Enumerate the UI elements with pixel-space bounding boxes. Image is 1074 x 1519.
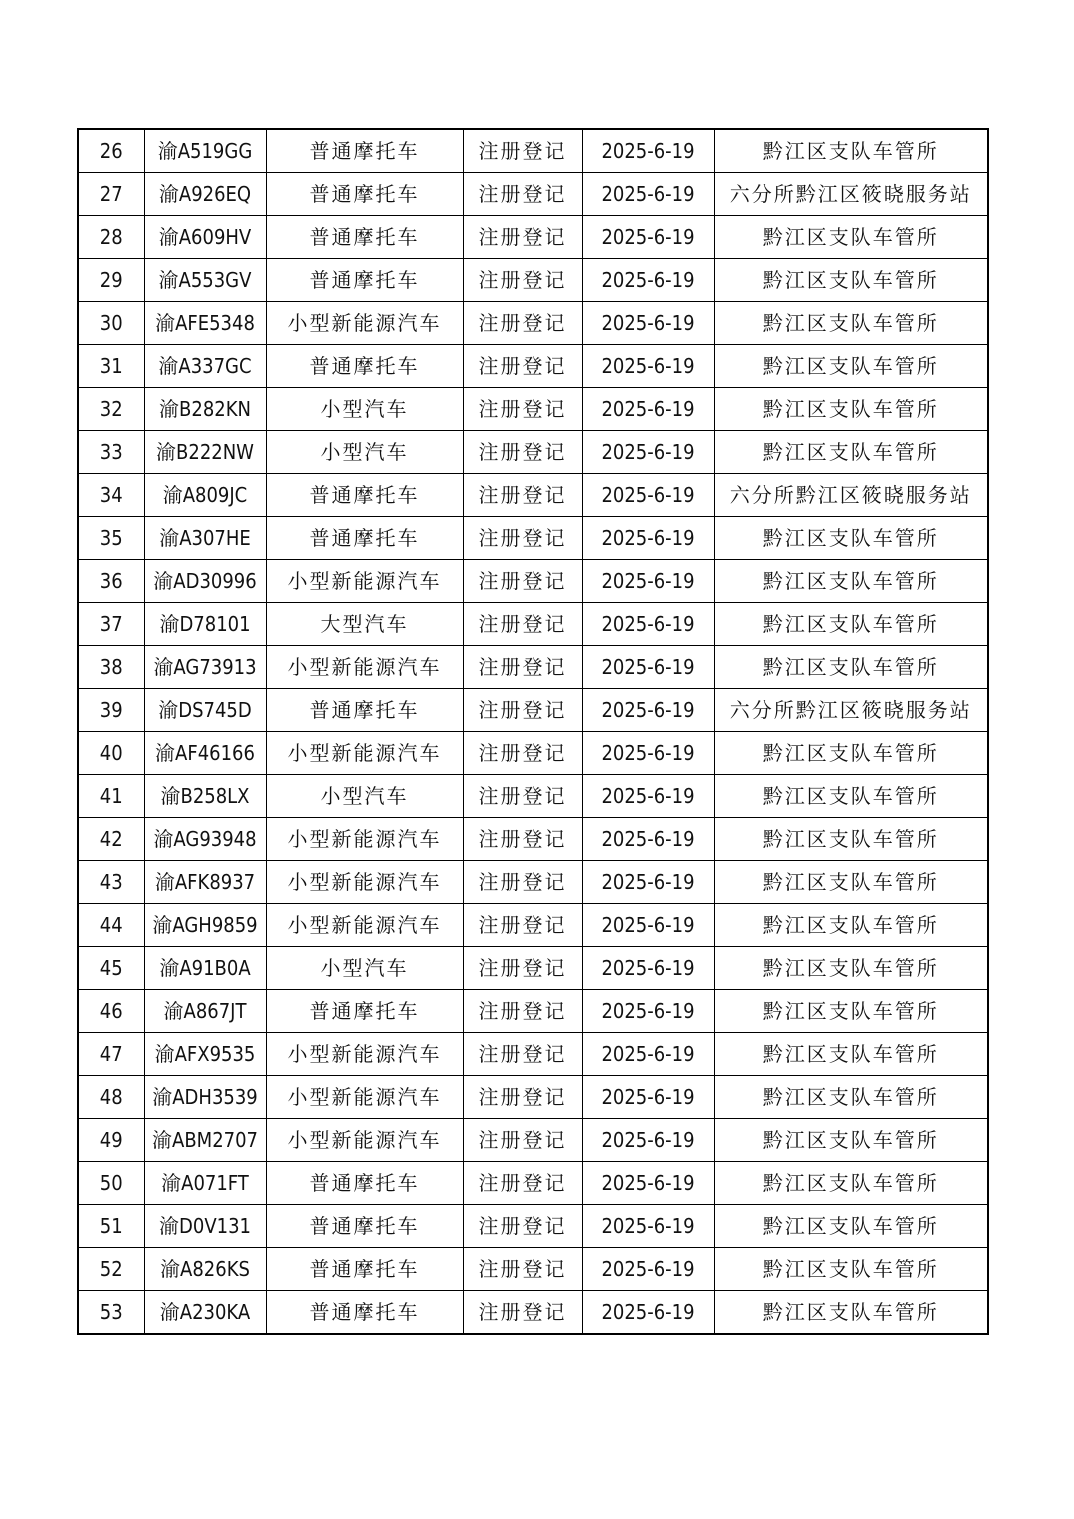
office-cell: 黔江区支队车管所 bbox=[714, 1033, 988, 1076]
plate-number-cell: 渝A307HE bbox=[144, 517, 266, 560]
plate-number-cell: 渝A609HV bbox=[144, 216, 266, 259]
row-number-cell: 41 bbox=[78, 775, 144, 818]
table-row bbox=[78, 689, 988, 732]
vehicle-type-cell: 普通摩托车 bbox=[266, 173, 463, 216]
date-cell: 2025-6-19 bbox=[582, 173, 714, 216]
vehicle-type-cell: 小型新能源汽车 bbox=[266, 732, 463, 775]
business-type-cell: 注册登记 bbox=[463, 603, 582, 646]
row-number-cell: 47 bbox=[78, 1033, 144, 1076]
date-cell: 2025-6-19 bbox=[582, 345, 714, 388]
office-cell: 黔江区支队车管所 bbox=[714, 129, 988, 173]
date-cell: 2025-6-19 bbox=[582, 1162, 714, 1205]
plate-number-cell: 渝D78101 bbox=[144, 603, 266, 646]
office-cell: 黔江区支队车管所 bbox=[714, 775, 988, 818]
row-number-cell: 26 bbox=[78, 129, 144, 173]
table-row bbox=[78, 302, 988, 345]
row-number-cell: 34 bbox=[78, 474, 144, 517]
row-number-cell: 43 bbox=[78, 861, 144, 904]
table-row bbox=[78, 732, 988, 775]
business-type-cell: 注册登记 bbox=[463, 1033, 582, 1076]
plate-number-cell: 渝D0V131 bbox=[144, 1205, 266, 1248]
vehicle-type-cell: 普通摩托车 bbox=[266, 990, 463, 1033]
table-row bbox=[78, 345, 988, 388]
vehicle-type-cell: 小型新能源汽车 bbox=[266, 646, 463, 689]
business-type-cell: 注册登记 bbox=[463, 1291, 582, 1335]
business-type-cell: 注册登记 bbox=[463, 861, 582, 904]
row-number-cell: 28 bbox=[78, 216, 144, 259]
vehicle-type-cell: 普通摩托车 bbox=[266, 689, 463, 732]
vehicle-type-cell: 普通摩托车 bbox=[266, 1162, 463, 1205]
table-row bbox=[78, 129, 988, 173]
row-number-cell: 35 bbox=[78, 517, 144, 560]
row-number-cell: 50 bbox=[78, 1162, 144, 1205]
plate-number-cell: 渝AD30996 bbox=[144, 560, 266, 603]
business-type-cell: 注册登记 bbox=[463, 1076, 582, 1119]
office-cell: 黔江区支队车管所 bbox=[714, 388, 988, 431]
vehicle-type-cell: 小型新能源汽车 bbox=[266, 818, 463, 861]
vehicle-type-cell: 小型新能源汽车 bbox=[266, 560, 463, 603]
business-type-cell: 注册登记 bbox=[463, 517, 582, 560]
table-row bbox=[78, 173, 988, 216]
table-row bbox=[78, 818, 988, 861]
business-type-cell: 注册登记 bbox=[463, 216, 582, 259]
table-row bbox=[78, 990, 988, 1033]
date-cell: 2025-6-19 bbox=[582, 1205, 714, 1248]
date-cell: 2025-6-19 bbox=[582, 861, 714, 904]
plate-number-cell: 渝AGH9859 bbox=[144, 904, 266, 947]
row-number-cell: 46 bbox=[78, 990, 144, 1033]
table-row bbox=[78, 1248, 988, 1291]
row-number-cell: 39 bbox=[78, 689, 144, 732]
date-cell: 2025-6-19 bbox=[582, 603, 714, 646]
office-cell: 黔江区支队车管所 bbox=[714, 646, 988, 689]
business-type-cell: 注册登记 bbox=[463, 388, 582, 431]
date-cell: 2025-6-19 bbox=[582, 1248, 714, 1291]
office-cell: 黔江区支队车管所 bbox=[714, 603, 988, 646]
row-number-cell: 44 bbox=[78, 904, 144, 947]
row-number-cell: 48 bbox=[78, 1076, 144, 1119]
table-row bbox=[78, 431, 988, 474]
plate-number-cell: 渝A826KS bbox=[144, 1248, 266, 1291]
office-cell: 黔江区支队车管所 bbox=[714, 345, 988, 388]
business-type-cell: 注册登记 bbox=[463, 689, 582, 732]
table-row bbox=[78, 1291, 988, 1335]
row-number-cell: 31 bbox=[78, 345, 144, 388]
date-cell: 2025-6-19 bbox=[582, 1033, 714, 1076]
plate-number-cell: 渝B222NW bbox=[144, 431, 266, 474]
date-cell: 2025-6-19 bbox=[582, 259, 714, 302]
table-row bbox=[78, 474, 988, 517]
table-row bbox=[78, 517, 988, 560]
table-row bbox=[78, 775, 988, 818]
row-number-cell: 53 bbox=[78, 1291, 144, 1335]
office-cell: 黔江区支队车管所 bbox=[714, 1162, 988, 1205]
plate-number-cell: 渝A230KA bbox=[144, 1291, 266, 1335]
row-number-cell: 33 bbox=[78, 431, 144, 474]
row-number-cell: 40 bbox=[78, 732, 144, 775]
business-type-cell: 注册登记 bbox=[463, 1205, 582, 1248]
business-type-cell: 注册登记 bbox=[463, 431, 582, 474]
office-cell: 黔江区支队车管所 bbox=[714, 517, 988, 560]
table-row bbox=[78, 904, 988, 947]
date-cell: 2025-6-19 bbox=[582, 646, 714, 689]
plate-number-cell: 渝A553GV bbox=[144, 259, 266, 302]
vehicle-type-cell: 普通摩托车 bbox=[266, 129, 463, 173]
office-cell: 黔江区支队车管所 bbox=[714, 1205, 988, 1248]
plate-number-cell: 渝AF46166 bbox=[144, 732, 266, 775]
plate-number-cell: 渝AFK8937 bbox=[144, 861, 266, 904]
date-cell: 2025-6-19 bbox=[582, 1291, 714, 1335]
row-number-cell: 32 bbox=[78, 388, 144, 431]
vehicle-type-cell: 大型汽车 bbox=[266, 603, 463, 646]
row-number-cell: 36 bbox=[78, 560, 144, 603]
business-type-cell: 注册登记 bbox=[463, 1119, 582, 1162]
plate-number-cell: 渝ABM2707 bbox=[144, 1119, 266, 1162]
business-type-cell: 注册登记 bbox=[463, 818, 582, 861]
vehicle-registration-table bbox=[77, 128, 989, 1335]
date-cell: 2025-6-19 bbox=[582, 775, 714, 818]
office-cell: 六分所黔江区筱晓服务站 bbox=[714, 474, 988, 517]
office-cell: 黔江区支队车管所 bbox=[714, 431, 988, 474]
row-number-cell: 27 bbox=[78, 173, 144, 216]
office-cell: 六分所黔江区筱晓服务站 bbox=[714, 689, 988, 732]
table-body bbox=[78, 129, 988, 1334]
business-type-cell: 注册登记 bbox=[463, 259, 582, 302]
office-cell: 黔江区支队车管所 bbox=[714, 302, 988, 345]
vehicle-type-cell: 普通摩托车 bbox=[266, 517, 463, 560]
plate-number-cell: 渝AFE5348 bbox=[144, 302, 266, 345]
vehicle-type-cell: 小型新能源汽车 bbox=[266, 861, 463, 904]
office-cell: 黔江区支队车管所 bbox=[714, 990, 988, 1033]
date-cell: 2025-6-19 bbox=[582, 947, 714, 990]
business-type-cell: 注册登记 bbox=[463, 345, 582, 388]
vehicle-type-cell: 普通摩托车 bbox=[266, 1291, 463, 1335]
date-cell: 2025-6-19 bbox=[582, 517, 714, 560]
plate-number-cell: 渝AG73913 bbox=[144, 646, 266, 689]
date-cell: 2025-6-19 bbox=[582, 388, 714, 431]
business-type-cell: 注册登记 bbox=[463, 173, 582, 216]
office-cell: 六分所黔江区筱晓服务站 bbox=[714, 173, 988, 216]
business-type-cell: 注册登记 bbox=[463, 732, 582, 775]
date-cell: 2025-6-19 bbox=[582, 904, 714, 947]
table-row bbox=[78, 947, 988, 990]
row-number-cell: 37 bbox=[78, 603, 144, 646]
office-cell: 黔江区支队车管所 bbox=[714, 904, 988, 947]
vehicle-type-cell: 小型汽车 bbox=[266, 775, 463, 818]
date-cell: 2025-6-19 bbox=[582, 216, 714, 259]
business-type-cell: 注册登记 bbox=[463, 560, 582, 603]
vehicle-type-cell: 小型汽车 bbox=[266, 388, 463, 431]
office-cell: 黔江区支队车管所 bbox=[714, 259, 988, 302]
plate-number-cell: 渝B282KN bbox=[144, 388, 266, 431]
table-row bbox=[78, 1205, 988, 1248]
row-number-cell: 49 bbox=[78, 1119, 144, 1162]
vehicle-type-cell: 普通摩托车 bbox=[266, 259, 463, 302]
table-row bbox=[78, 1033, 988, 1076]
office-cell: 黔江区支队车管所 bbox=[714, 861, 988, 904]
table-row bbox=[78, 1162, 988, 1205]
vehicle-type-cell: 小型新能源汽车 bbox=[266, 1076, 463, 1119]
table-row bbox=[78, 216, 988, 259]
date-cell: 2025-6-19 bbox=[582, 689, 714, 732]
plate-number-cell: 渝AG93948 bbox=[144, 818, 266, 861]
business-type-cell: 注册登记 bbox=[463, 904, 582, 947]
plate-number-cell: 渝A91B0A bbox=[144, 947, 266, 990]
office-cell: 黔江区支队车管所 bbox=[714, 1076, 988, 1119]
row-number-cell: 51 bbox=[78, 1205, 144, 1248]
office-cell: 黔江区支队车管所 bbox=[714, 947, 988, 990]
plate-number-cell: 渝ADH3539 bbox=[144, 1076, 266, 1119]
table-row bbox=[78, 646, 988, 689]
office-cell: 黔江区支队车管所 bbox=[714, 818, 988, 861]
plate-number-cell: 渝A809JC bbox=[144, 474, 266, 517]
date-cell: 2025-6-19 bbox=[582, 129, 714, 173]
plate-number-cell: 渝A519GG bbox=[144, 129, 266, 173]
vehicle-type-cell: 普通摩托车 bbox=[266, 1205, 463, 1248]
business-type-cell: 注册登记 bbox=[463, 775, 582, 818]
plate-number-cell: 渝DS745D bbox=[144, 689, 266, 732]
table-row bbox=[78, 560, 988, 603]
date-cell: 2025-6-19 bbox=[582, 302, 714, 345]
row-number-cell: 45 bbox=[78, 947, 144, 990]
office-cell: 黔江区支队车管所 bbox=[714, 1291, 988, 1335]
table-row bbox=[78, 1119, 988, 1162]
date-cell: 2025-6-19 bbox=[582, 990, 714, 1033]
office-cell: 黔江区支队车管所 bbox=[714, 216, 988, 259]
row-number-cell: 38 bbox=[78, 646, 144, 689]
plate-number-cell: 渝A926EQ bbox=[144, 173, 266, 216]
date-cell: 2025-6-19 bbox=[582, 818, 714, 861]
vehicle-type-cell: 普通摩托车 bbox=[266, 474, 463, 517]
vehicle-type-cell: 普通摩托车 bbox=[266, 345, 463, 388]
date-cell: 2025-6-19 bbox=[582, 560, 714, 603]
business-type-cell: 注册登记 bbox=[463, 947, 582, 990]
date-cell: 2025-6-19 bbox=[582, 1076, 714, 1119]
business-type-cell: 注册登记 bbox=[463, 1162, 582, 1205]
row-number-cell: 29 bbox=[78, 259, 144, 302]
row-number-cell: 30 bbox=[78, 302, 144, 345]
business-type-cell: 注册登记 bbox=[463, 646, 582, 689]
business-type-cell: 注册登记 bbox=[463, 129, 582, 173]
vehicle-type-cell: 小型新能源汽车 bbox=[266, 1119, 463, 1162]
vehicle-type-cell: 小型新能源汽车 bbox=[266, 302, 463, 345]
table-row bbox=[78, 388, 988, 431]
plate-number-cell: 渝A337GC bbox=[144, 345, 266, 388]
business-type-cell: 注册登记 bbox=[463, 302, 582, 345]
vehicle-type-cell: 小型汽车 bbox=[266, 431, 463, 474]
vehicle-type-cell: 小型汽车 bbox=[266, 947, 463, 990]
vehicle-type-cell: 小型新能源汽车 bbox=[266, 1033, 463, 1076]
office-cell: 黔江区支队车管所 bbox=[714, 1248, 988, 1291]
business-type-cell: 注册登记 bbox=[463, 474, 582, 517]
date-cell: 2025-6-19 bbox=[582, 474, 714, 517]
business-type-cell: 注册登记 bbox=[463, 990, 582, 1033]
date-cell: 2025-6-19 bbox=[582, 1119, 714, 1162]
date-cell: 2025-6-19 bbox=[582, 732, 714, 775]
table-row bbox=[78, 1076, 988, 1119]
plate-number-cell: 渝AFX9535 bbox=[144, 1033, 266, 1076]
date-cell: 2025-6-19 bbox=[582, 431, 714, 474]
vehicle-type-cell: 普通摩托车 bbox=[266, 1248, 463, 1291]
vehicle-type-cell: 小型新能源汽车 bbox=[266, 904, 463, 947]
vehicle-type-cell: 普通摩托车 bbox=[266, 216, 463, 259]
office-cell: 黔江区支队车管所 bbox=[714, 560, 988, 603]
plate-number-cell: 渝B258LX bbox=[144, 775, 266, 818]
table-row bbox=[78, 603, 988, 646]
table-row bbox=[78, 861, 988, 904]
plate-number-cell: 渝A071FT bbox=[144, 1162, 266, 1205]
row-number-cell: 42 bbox=[78, 818, 144, 861]
plate-number-cell: 渝A867JT bbox=[144, 990, 266, 1033]
row-number-cell: 52 bbox=[78, 1248, 144, 1291]
business-type-cell: 注册登记 bbox=[463, 1248, 582, 1291]
table-row bbox=[78, 259, 988, 302]
office-cell: 黔江区支队车管所 bbox=[714, 732, 988, 775]
office-cell: 黔江区支队车管所 bbox=[714, 1119, 988, 1162]
